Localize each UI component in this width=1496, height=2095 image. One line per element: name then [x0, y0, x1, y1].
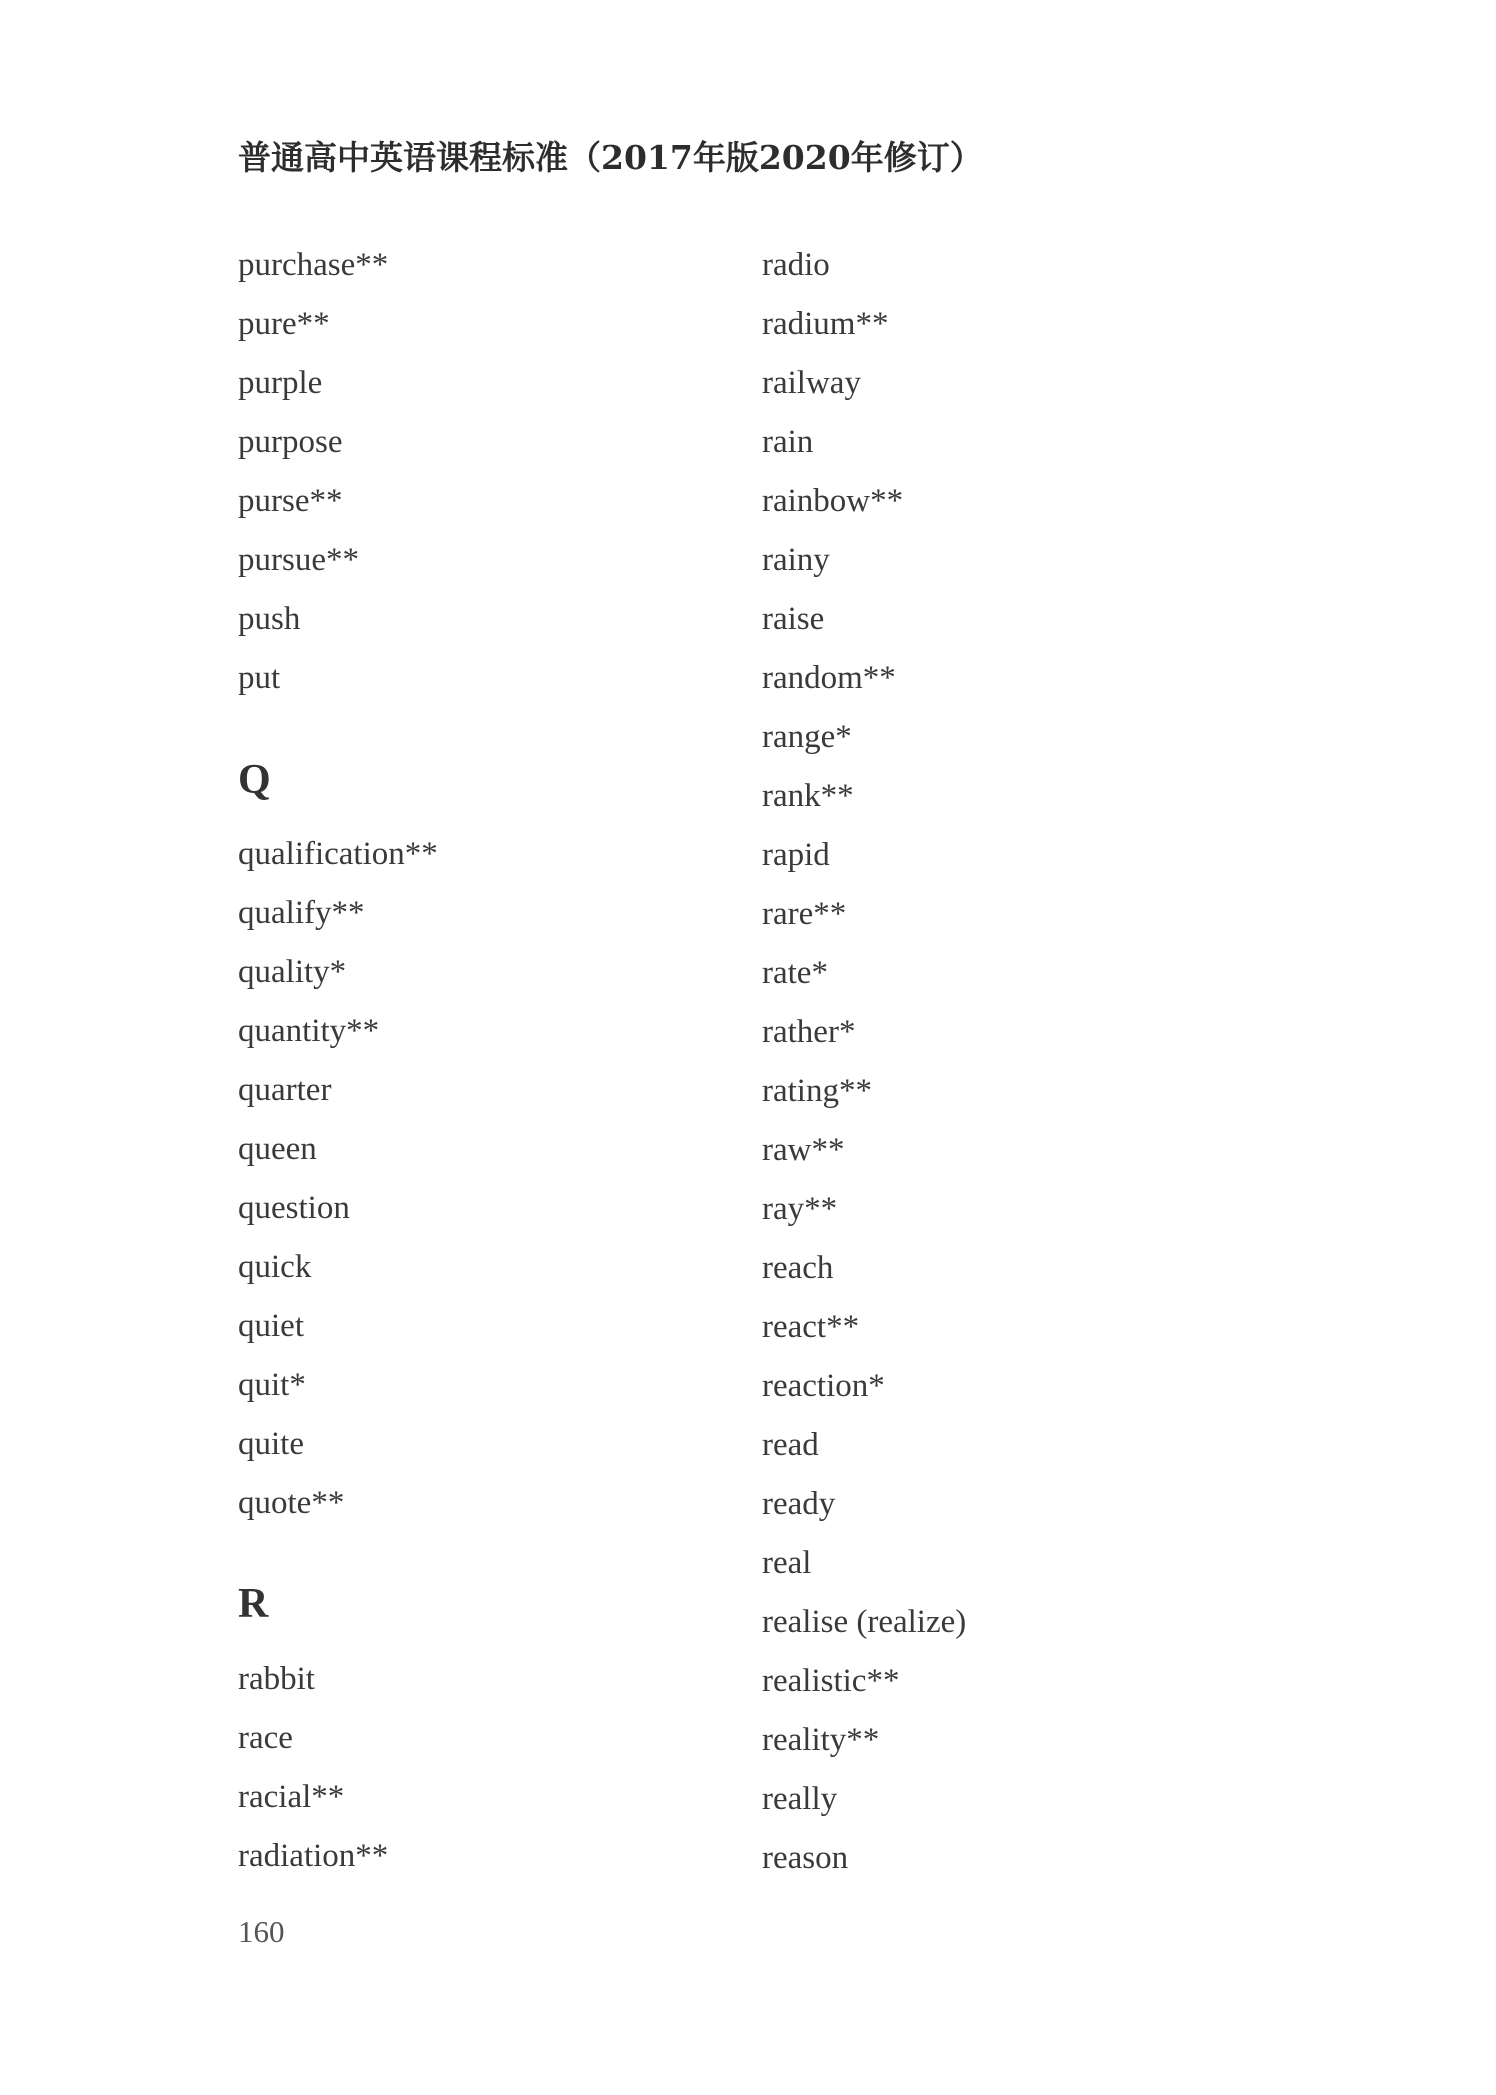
vocab-entry: question [238, 1190, 350, 1226]
page-number: 160 [238, 1914, 285, 1949]
vocab-entry: ray** [762, 1191, 838, 1227]
vocab-entry: rare** [762, 896, 847, 932]
vocab-entry: rank** [762, 778, 854, 814]
vocab-entry: ready [762, 1486, 836, 1522]
vocab-entry: queen [238, 1131, 317, 1167]
vocab-entry: quantity** [238, 1013, 380, 1049]
vocab-entry: realise (realize) [762, 1604, 967, 1640]
vocab-entry: reaction* [762, 1368, 885, 1404]
vocab-entry: qualification** [238, 836, 438, 872]
vocab-entry: really [762, 1781, 838, 1817]
vocab-entry: push [238, 601, 301, 637]
vocab-entry: purple [238, 365, 323, 401]
vocab-entry: radiation** [238, 1838, 389, 1874]
vocab-entry: rapid [762, 837, 830, 873]
vocab-entry: quiet [238, 1308, 304, 1344]
vocab-entry: react** [762, 1309, 860, 1345]
vocab-entry: rainy [762, 542, 830, 578]
vocab-entry: quit* [238, 1367, 306, 1403]
vocab-entry: radium** [762, 306, 889, 342]
vocab-entry: quality* [238, 954, 347, 990]
vocab-entry: read [762, 1427, 819, 1463]
vocab-entry: reason [762, 1840, 849, 1876]
section-heading-q: Q [238, 757, 271, 803]
vocab-entry: reach [762, 1250, 834, 1286]
vocab-entry: quick [238, 1249, 312, 1285]
vocab-entry: quarter [238, 1072, 332, 1108]
vocab-entry: realistic** [762, 1663, 900, 1699]
running-header: 普通高中英语课程标准（2017年版2020年修订） [238, 138, 983, 177]
vocab-entry: purchase** [238, 247, 389, 283]
vocab-entry: raw** [762, 1132, 845, 1168]
vocab-entry: reality** [762, 1722, 880, 1758]
vocab-entry: range* [762, 719, 852, 755]
vocab-entry: rate* [762, 955, 828, 991]
vocab-entry: purpose [238, 424, 343, 460]
section-heading-r: R [238, 1581, 269, 1627]
vocab-entry: purse** [238, 483, 343, 519]
vocab-entry: real [762, 1545, 812, 1581]
vocab-entry: random** [762, 660, 896, 696]
vocab-entry: radio [762, 247, 830, 283]
vocab-entry: rabbit [238, 1661, 315, 1697]
vocab-entry: rating** [762, 1073, 872, 1109]
vocab-entry: railway [762, 365, 861, 401]
vocab-entry: quote** [238, 1485, 345, 1521]
vocab-entry: raise [762, 601, 825, 637]
vocab-entry: racial** [238, 1779, 345, 1815]
vocab-entry: rain [762, 424, 814, 460]
vocab-entry: qualify** [238, 895, 365, 931]
vocab-entry: pursue** [238, 542, 359, 578]
vocab-entry: pure** [238, 306, 330, 342]
vocab-entry: rather* [762, 1014, 856, 1050]
vocab-entry: quite [238, 1426, 304, 1462]
vocab-entry: race [238, 1720, 293, 1756]
vocab-entry: rainbow** [762, 483, 904, 519]
vocab-entry: put [238, 660, 281, 696]
